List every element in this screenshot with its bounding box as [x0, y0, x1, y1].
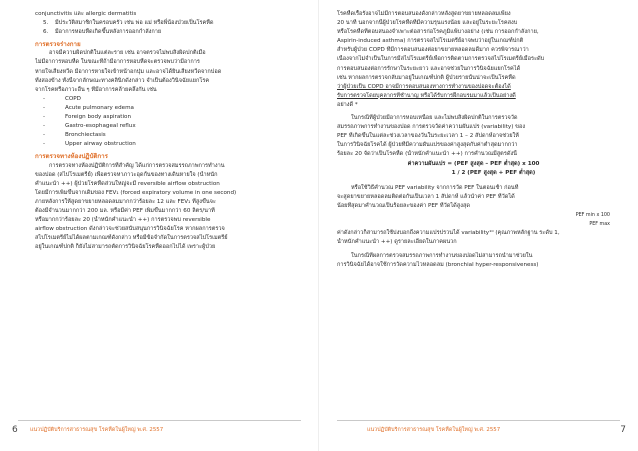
paragraph-line: เช่น หากผลการตรวจกลับมาอยู่ในเกณฑ์ปกติ ผู้ป่วยรายนั้นน่าจะเป็นโรคหืด [337, 74, 516, 81]
paragraph-line: ในกรณีที่ผลการตรวจสมรรถภาพการทำงานของปอดไม่สามารถนำมาช่วยใน [351, 253, 533, 260]
formula-numerator: ค่าความผันแปร = (PEF สูงสุด – PEF ต่ำสุด) x 100 [407, 160, 540, 167]
right-page-body [337, 10, 610, 423]
paragraph-line: การวินิจฉัยได้อาจใช้การวัดความไวหลอดลม (bronchial hyper-responsiveness) [337, 262, 539, 269]
page-footer [0, 425, 319, 439]
formula-denominator: 1 / 2 (PEF สูงสุด + PEF ต่ำสุด) [451, 169, 536, 176]
list-item: - Gastro-esophageal reflux [43, 123, 136, 130]
paragraph-line: หรือใช้วิธีคำนวณ PEF variability จากการวัด PEF ในตอนเช้า ก่อนที่ [351, 184, 519, 191]
paragraph-line: อย่างดี * [337, 101, 358, 108]
paragraph-line: โดยมีการเพิ่มขึ้นจากเดิมของ FEV₁ (forced expiratory volume in one second) [35, 189, 237, 196]
page-number: 7 [620, 425, 626, 435]
paragraph-line: ในการวินิจฉัยโรคได้ ผู้ป่วยที่มีความผันแปรของค่าสูงสุดกับค่าต่ำสุดมากกว่า [337, 142, 518, 149]
paragraph-line: ของปอด (สไปโรเมตรีย์) เพื่อตรวจหาภาวะอุดกั้นของทางเดินหายใจ (น้ำหนัก [35, 171, 218, 178]
paragraph-line: น้อยที่สุดมาคำนวณเป็นร้อยละของค่า PEF ที่วัดได้สูงสุด [337, 202, 470, 209]
paragraph-line: น้ำหนักคำแนะนำ ++) ดูรายละเอียดในภาคผนวก [337, 239, 457, 246]
paragraph-line: Aspirin-induced asthma) การตรวจสไปโรเมตรีย์อาจพบว่าอยู่ในเกณฑ์ปกติ [337, 38, 524, 45]
paragraph-line: ในกรณีที่ผู้ป่วยมีอาการหอบเหนื่อย และไม่พบสิ่งผิดปกติในการตรวจวัด [351, 115, 518, 122]
paragraph-line: การตอบสนองต่อการรักษาในระยะยาว และอาจช่วยในการวินิจฉัยแยกโรคได้ [337, 65, 521, 72]
fraction-numerator: PEF min x 100 [575, 212, 610, 218]
right-page [319, 0, 638, 451]
paragraph-line: airflow obstruction ดังกล่าวจะช่วยสนับสนุนการวินิจฉัยโรค หากผลการตรวจ [35, 226, 225, 233]
paragraph-line: โรคหืดเรื้อรังอาจไม่มีการตอบสนองดังกล่าวหลังสูดยาขยายหลอดลมเพียง [337, 11, 511, 17]
paragraph-line: เนื่องจากไม่จำเป็นในการมีสไปโรเมตรีย์เพื่อการติดตามการตรวจสไปโรเมตรีย์เมื่อระดับ [337, 56, 545, 63]
paragraph-line: ร้อยละ 20 จัดว่าเป็นโรคหืด (น้ำหนักคำแนะนำ ++) การคำนวณมีสูตรดังนี้ [337, 151, 518, 158]
paragraph-line: สำหรับผู้ป่วย COPD ที่มีการตอบสนองต่อยาขยายหลอดลมดีมาก ควรพิจารณาว่า [337, 47, 529, 54]
page-footer [319, 425, 638, 439]
list-item: - COPD [43, 95, 81, 102]
list-item: 6. มีอาการหอบหืดเกิดขึ้นหลังการออกกำลังกาย [43, 29, 162, 36]
underlined-line: ว่าผู้ป่วยเป็น COPD อาจมีการตอบสนองทางการทำงานของปอดจะต้องได้ [337, 83, 511, 90]
footer-title: แนวปฏิบัติบริการสาธารณสุข โรคหืดในผู้ใหญ่ พ.ศ. 2557 [367, 427, 501, 433]
footer-rule [337, 420, 620, 421]
section-heading: การตรวจทางห้องปฏิบัติการ [35, 153, 108, 161]
paragraph-line: คำแนะนำ ++) ผู้ป่วยโรคหืดส่วนใหญ่จะมี reversible airflow obstruction [35, 180, 220, 187]
list-item: - Bronchiectasis [43, 132, 106, 139]
paragraph-line: อยู่ในเกณฑ์ปกติ ก็ยังไม่สามารถตัดการวินิจฉัยโรคหืดออกไปได้ เพราะผู้ป่วย [35, 244, 216, 251]
paragraph-line: หรือมากกว่าร้อยละ 20 (น้ำหนักคำแนะนำ ++) การตรวจพบ reversible [35, 217, 211, 224]
section-heading: การตรวจร่างกาย [35, 41, 81, 49]
paragraph-line: ภายหลังการให้สูดยาขยายหลอดลมมากกว่าร้อยละ 12 และ FEV₁ ที่สูงขึ้นจะ [35, 198, 216, 205]
page-number: 6 [12, 425, 18, 435]
left-page-body [35, 10, 307, 423]
paragraph-line: 20 นาที นอกจากนี้ผู้ป่วยโรคหืดที่มีความรุนแรงน้อย และอยู่ในระยะโรคสงบ [337, 20, 518, 27]
paragraph-line: ต้องมีจำนวนมากกว่า 200 มล. หรือมีค่า PEF เพิ่มขึ้นมากกว่า 60 ลิตร/นาที [35, 207, 215, 214]
paragraph-line: สมรรถภาพการทำงานของปอด การตรวจวัดค่าความผันแปร (variability) ของ [337, 124, 526, 131]
paragraph-line: ค่าดังกล่าวก็สามารถใช้บ่งบอกถึงความแปรปรวนได้ variability¹⁰ (คุณภาพหลักฐาน ระดับ 1, [337, 230, 560, 237]
paragraph-line: ทั้งสองข้าง ทั้งนี้จากลักษณะทางคลินิกดังกล่าว จำเป็นต้องวินิจฉัยแยกโรค [35, 77, 210, 84]
list-item: - Foreign body aspiration [43, 114, 131, 121]
footer-rule [18, 420, 301, 421]
paragraph-line: หรือโรคหืดที่ตอบสนองจำเพาะต่อสารก่อโรคภูมิแพ้บางอย่าง (เช่น การออกกำลังกาย, [337, 29, 539, 36]
paragraph-line: หายใจเสียงหวีด มีอาการหายใจเข้าหน้าอกบุ๋ม และอาจได้ยินเสียงหวีดจากปอด [35, 68, 222, 75]
paragraph-line: สไปโรเมตรีย์ไม่ได้ผลตามเกณฑ์ดังกล่าว หรือมีข้อจำกัดในการตรวจสไปโรเมตรีย์ [35, 235, 228, 242]
fraction-denominator: PEF max [589, 222, 610, 228]
paragraph-line: จากโรคหรือภาวะอื่น ๆ ที่มีอาการคล้ายคลึงกัน เช่น [35, 86, 157, 93]
paragraph-line: การตรวจทางห้องปฏิบัติการที่สำคัญ ได้แก่การตรวจสมรรถภาพการทำงาน [49, 162, 225, 169]
list-item: - Upper airway obstruction [43, 141, 136, 148]
list-item: - Acute pulmonary edema [43, 104, 134, 111]
paragraph-line: อาจมีความผิดปกติในแต่ละราย เช่น อาจตรวจไม่พบสิ่งผิดปกติเมื่อ [49, 50, 206, 57]
underlined-line: รับการตรวจโดยบุคลากรที่ชำนาญ หรือได้รับการฝึกอบรมมาแล้วเป็นอย่างดี [337, 92, 516, 99]
paragraph-line: จะสูดยาขยายหลอดลมติดต่อกันเป็นเวลา 1 สัปดาห์ แล้วนำค่า PEF ที่วัดได้ [337, 193, 515, 200]
paragraph-line: ไม่มีอาการหอบหืด ในขณะที่ถ้ามีอาการหอบหืดจะตรวจพบว่ามีอาการ [35, 59, 200, 66]
top-line: conjunctivitis และ allergic dermatitis [35, 11, 137, 17]
paragraph-line: PEF ที่เกิดขึ้นในแต่ละช่วงเวลาของวันในระยะเวลา 1 – 2 สัปดาห์อาจช่วยให้ [337, 133, 519, 140]
footer-title: แนวปฏิบัติบริการสาธารณสุข โรคหืดในผู้ใหญ่ พ.ศ. 2557 [30, 427, 164, 433]
list-item: 5. มีประวัติสมาชิกในครอบครัว เช่น พ่อ แม่ หรือพี่น้องป่วยเป็นโรคหืด [43, 20, 214, 27]
